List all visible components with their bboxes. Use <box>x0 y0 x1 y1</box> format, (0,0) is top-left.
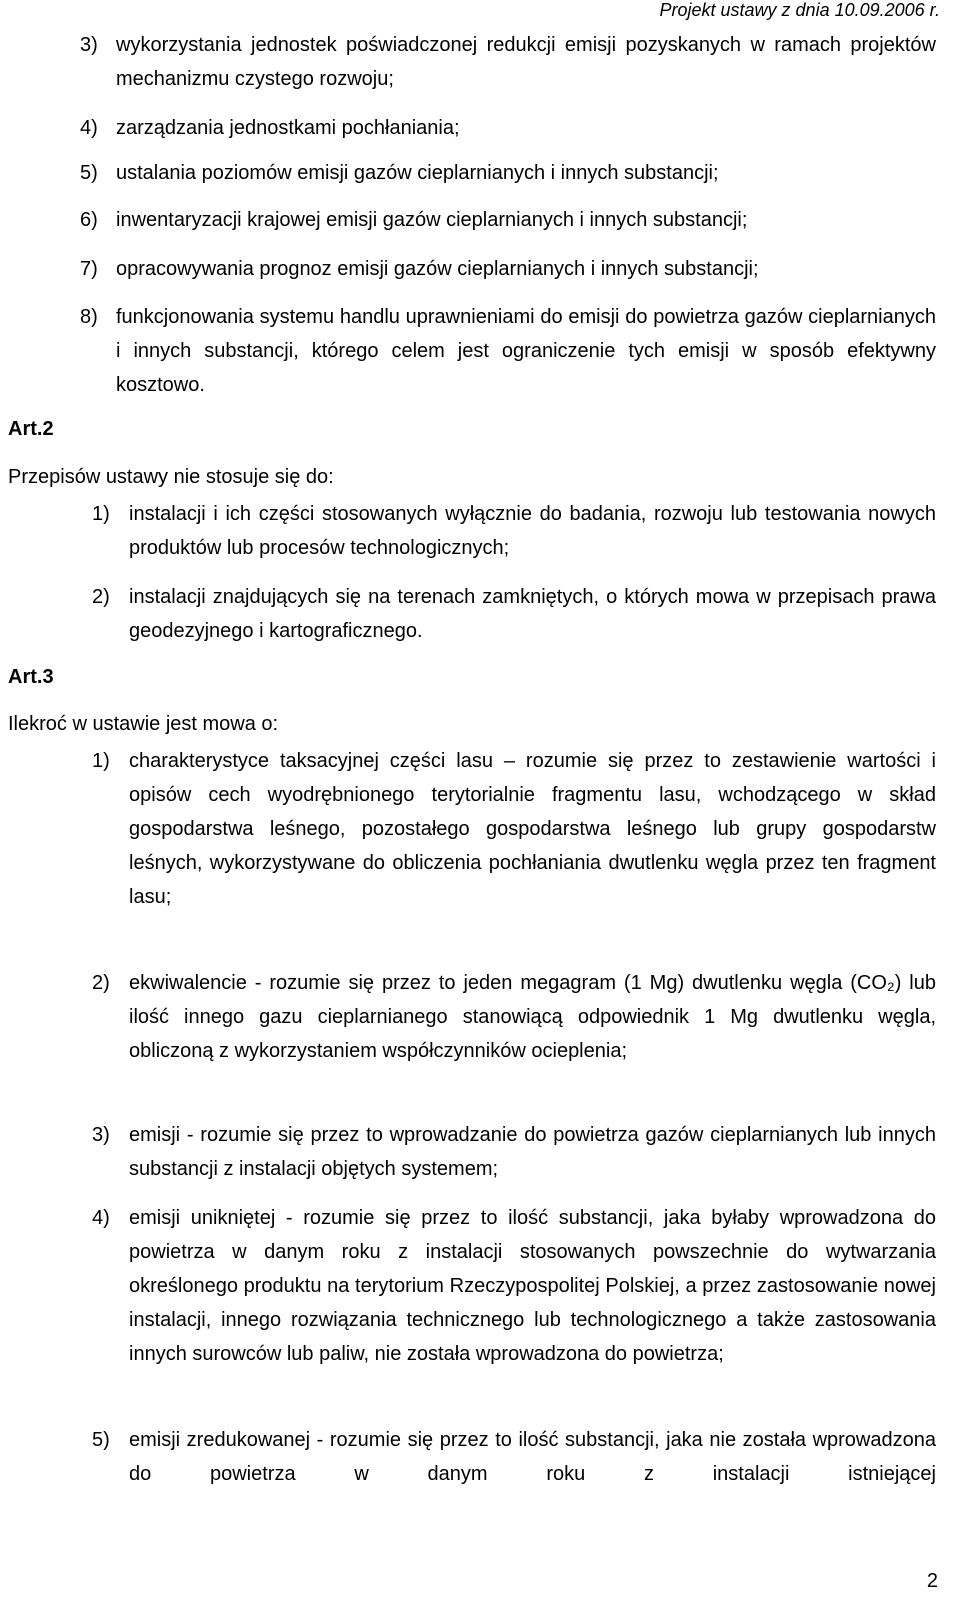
list-item <box>80 252 936 286</box>
list-item-text: funkcjonowania systemu handlu uprawnieniami do emisji do powietrza gazów cieplarnianych i innych substancji, którego celem jest ograniczenie tych emisji w sposób efektywny kosztowo. <box>116 306 936 396</box>
list-item-number: 6) <box>80 209 98 231</box>
list-item-number: 3) <box>92 1124 110 1146</box>
list-item-number: 5) <box>80 162 98 184</box>
list-item <box>80 156 936 190</box>
list-item-number: 2) <box>92 586 110 608</box>
article-intro: Ilekroć w ustawie jest mowa o: <box>8 713 279 735</box>
list-item-number: 4) <box>80 117 98 139</box>
list-item-number: 2) <box>92 972 110 994</box>
list-item-text: instalacji znajdujących się na terenach zamkniętych, o których mowa w przepisach prawa geodezyjnego i kartograficznego. <box>129 586 936 642</box>
list-item-text: instalacji i ich części stosowanych wyłącznie do badania, rozwoju lub testowania nowych produktów lub procesów technologicznych; <box>129 503 936 559</box>
list-item <box>80 28 936 96</box>
list-item-text: charakterystyce taksacyjnej części lasu – rozumie się przez to zestawienie wartości i opisów cech wyodrębnionego terytorialnie fragmentu lasu, wchodzącego w skład gospodarstwa leśnego, pozostałego gospodarstwa leśnego lub grupy gospodarstw leśnych, wykorzystywane do obliczenia pochłaniania dwutlenku węgla przez ten fragment lasu; <box>129 750 936 908</box>
document-header: Projekt ustawy z dnia 10.09.2006 r. <box>659 0 940 20</box>
article-heading: Art.3 <box>8 666 54 688</box>
list-item <box>92 497 936 565</box>
list-item <box>92 1201 936 1371</box>
list-item-text: emisji zredukowanej - rozumie się przez to ilość substancji, jaka nie została wprowadzona do powietrza w danym roku z instalacji istniejącej <box>129 1429 936 1485</box>
list-item-number: 1) <box>92 503 110 525</box>
list-item-text: ekwiwalencie - rozumie się przez to jeden megagram (1 Mg) dwutlenku węgla (CO₂) lub ilość innego gazu cieplarnianego stanowiącą odpowiednik 1 Mg dwutlenku węgla, obliczoną z wykorzystaniem współczynników ocieplenia; <box>129 972 936 1062</box>
list-item <box>92 1118 936 1186</box>
list-item-text: inwentaryzacji krajowej emisji gazów cieplarnianych i innych substancji; <box>116 209 748 231</box>
list-item <box>80 300 936 402</box>
list-item-number: 5) <box>92 1429 110 1451</box>
list-item-number: 3) <box>80 34 98 56</box>
list-item-number: 4) <box>92 1207 110 1229</box>
list-item-text: wykorzystania jednostek poświadczonej redukcji emisji pozyskanych w ramach projektów mechanizmu czystego rozwoju; <box>116 34 936 90</box>
list-item <box>92 580 936 648</box>
list-item-number: 1) <box>92 750 110 772</box>
list-item-number: 7) <box>80 258 98 280</box>
list-item-text: ustalania poziomów emisji gazów cieplarnianych i innych substancji; <box>116 162 719 184</box>
list-item <box>80 203 936 237</box>
article-heading: Art.2 <box>8 418 54 440</box>
list-item-text: emisji unikniętej - rozumie się przez to ilość substancji, jaka byłaby wprowadzona do powietrza w danym roku z instalacji stosowanych powszechnie do wytwarzania określonego produktu na terytorium Rzeczypospolitej Polskiej, a przez zastosowanie nowej instalacji, innego rozwiązania technicznego lub technologicznego a także zastosowania innych surowców lub paliw, nie została wprowadzona do powietrza; <box>129 1207 936 1365</box>
list-item <box>92 744 936 914</box>
list-item <box>92 1423 936 1491</box>
page-number: 2 <box>926 1570 938 1592</box>
list-item-text: zarządzania jednostkami pochłaniania; <box>116 117 460 139</box>
list-item-number: 8) <box>80 306 98 328</box>
list-item-text: emisji - rozumie się przez to wprowadzanie do powietrza gazów cieplarnianych lub innych substancji z instalacji objętych systemem; <box>129 1124 936 1180</box>
article-intro: Przepisów ustawy nie stosuje się do: <box>8 466 334 488</box>
list-item-text: opracowywania prognoz emisji gazów cieplarnianych i innych substancji; <box>116 258 759 280</box>
list-item <box>80 111 936 145</box>
list-item <box>92 966 936 1068</box>
